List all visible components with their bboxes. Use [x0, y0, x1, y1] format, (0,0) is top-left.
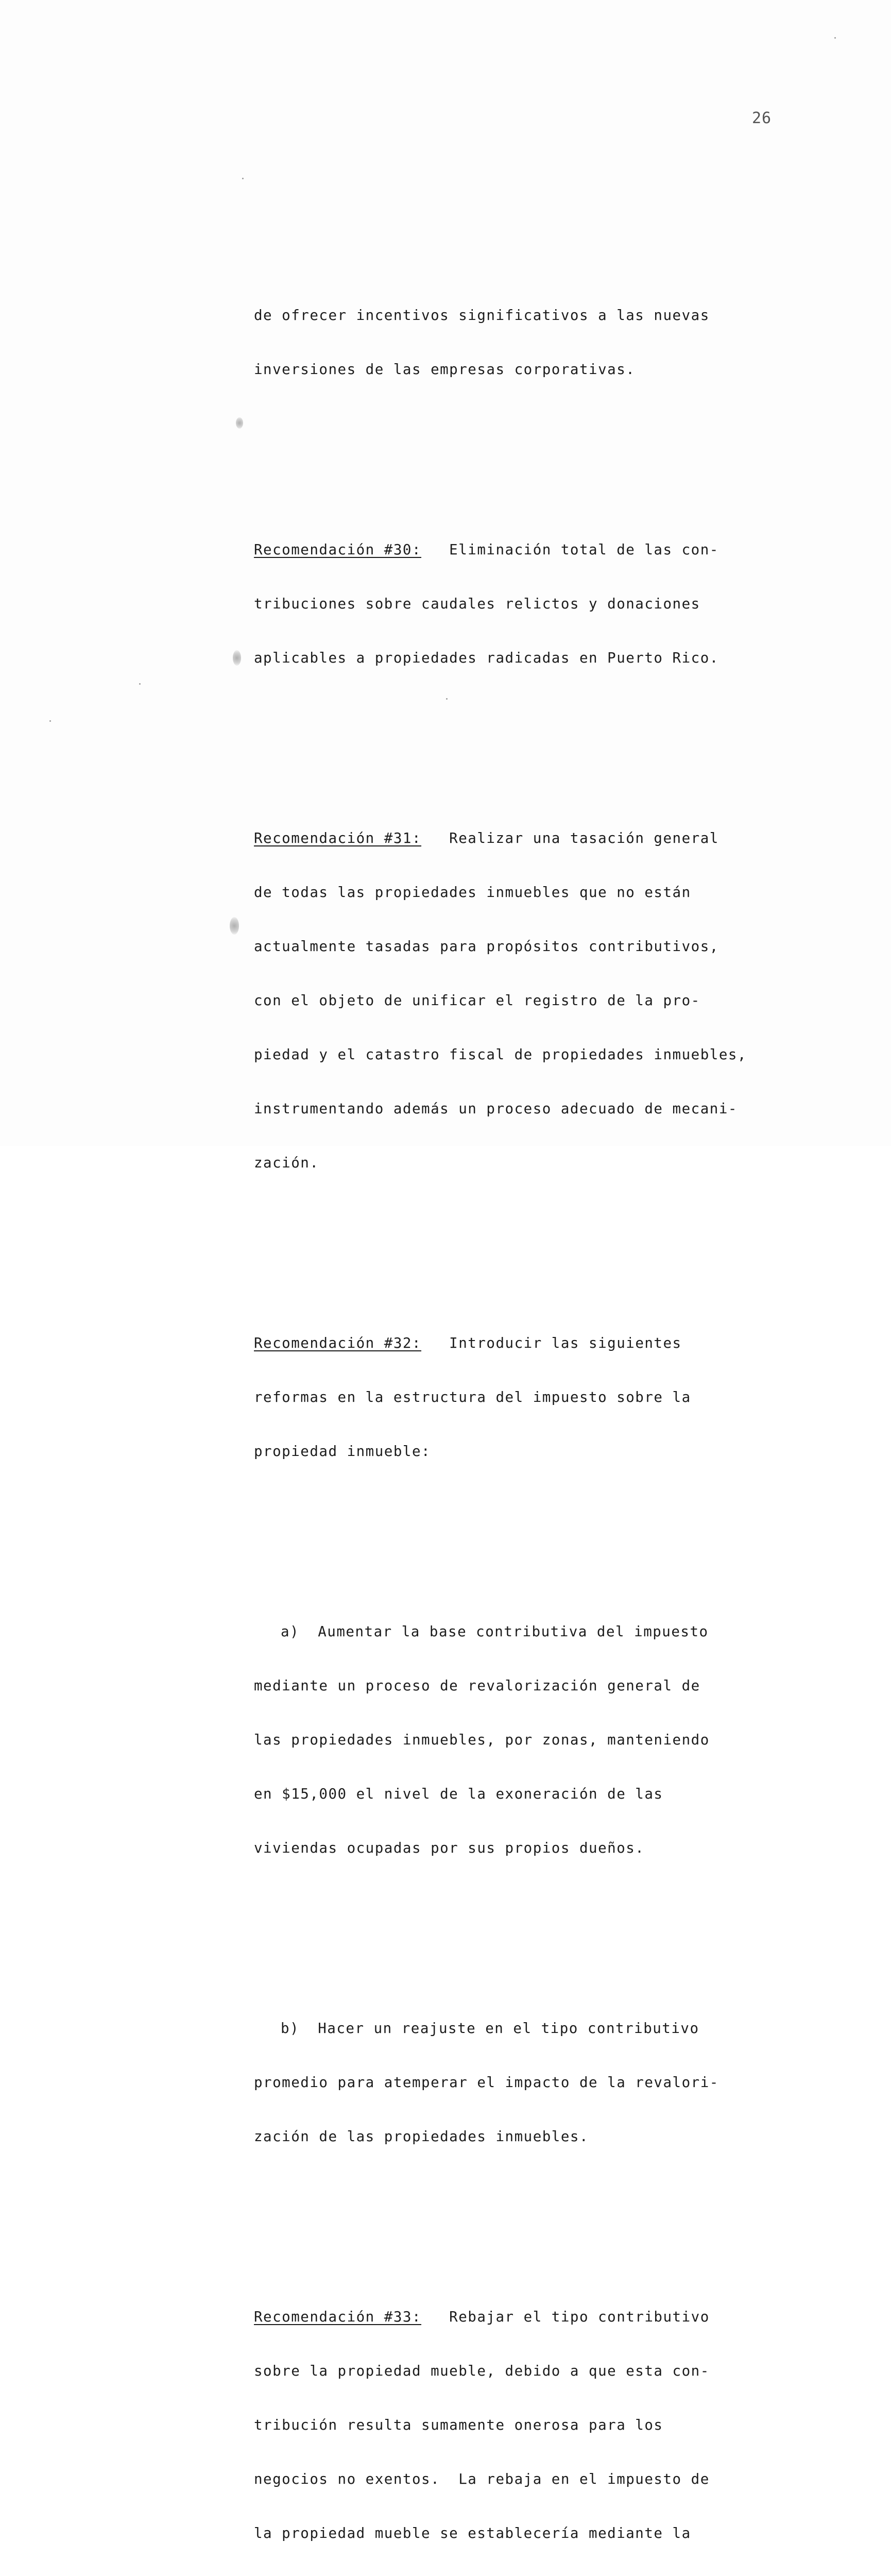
recommendation-32: [254, 1298, 769, 1497]
text-line: negocios no exentos. La rebaja en el impuesto de: [254, 2471, 710, 2487]
text-line: a) Aumentar la base contributiva del impuesto: [281, 1623, 709, 1640]
text-line: zación de las propiedades inmuebles.: [254, 2128, 589, 2145]
text-line: viviendas ocupadas por sus propios dueños.: [254, 1840, 645, 1856]
text-run: Eliminación total de las con-: [421, 541, 719, 558]
recommendation-32-item-a: [254, 1587, 769, 1893]
text-line: b) Hacer un reajuste en el tipo contributivo: [281, 2020, 699, 2037]
scan-speck: [233, 650, 241, 666]
text-run: Rebajar el tipo contributivo: [421, 2309, 710, 2325]
continuation-paragraph: [254, 270, 769, 415]
scan-dot: [242, 178, 244, 179]
scan-speck: [236, 417, 243, 429]
text-line: aplicables a propiedades radicadas en Puerto Rico.: [254, 650, 719, 666]
text-line: tribuciones sobre caudales relictos y donaciones: [254, 596, 700, 612]
recommendation-30: [254, 505, 769, 703]
document-body: [254, 198, 769, 2576]
text-line: inversiones de las empresas corporativas.: [254, 361, 636, 378]
text-line: [254, 829, 769, 848]
text-line: reformas en la estructura del impuesto sobre la: [254, 1389, 691, 1405]
recommendation-31: [254, 793, 769, 1208]
scan-speck: [230, 917, 239, 935]
text-line: de ofrecer incentivos significativos a las nuevas: [254, 307, 710, 324]
text-line: [254, 1334, 769, 1352]
text-run: Introducir las siguientes: [421, 1335, 682, 1351]
text-line: [254, 541, 769, 559]
text-line: instrumentando además un proceso adecuado de mecani-: [254, 1100, 738, 1117]
text-line: piedad y el catastro fiscal de propiedades inmuebles,: [254, 1046, 747, 1063]
text-line: mediante un proceso de revalorización general de: [254, 1677, 700, 1694]
text-line: [254, 2308, 769, 2326]
text-line: sobre la propiedad mueble, debido a que esta con-: [254, 2363, 710, 2379]
page-number: 26: [752, 109, 772, 127]
text-line: zación.: [254, 1155, 319, 1171]
text-line: tribución resulta sumamente onerosa para los: [254, 2417, 663, 2433]
scan-dot: [139, 683, 141, 685]
text-line: promedio para atemperar el impacto de la revalori-: [254, 2074, 719, 2091]
text-line: las propiedades inmuebles, por zonas, manteniendo: [254, 1732, 710, 1748]
scan-dot: [49, 720, 51, 722]
recommendation-label: Recomendación #33:: [254, 2309, 422, 2325]
text-line: en $15,000 el nivel de la exoneración de las: [254, 1786, 663, 1802]
text-line: de todas las propiedades inmuebles que no están: [254, 884, 691, 901]
text-line: la propiedad mueble se establecería mediante la: [254, 2525, 691, 2541]
recommendation-label: Recomendación #30:: [254, 541, 422, 558]
recommendation-label: Recomendación #32:: [254, 1335, 422, 1351]
scan-dot: [834, 37, 836, 39]
text-line: con el objeto de unificar el registro de la pro-: [254, 992, 700, 1009]
text-line: actualmente tasadas para propósitos contributivos,: [254, 938, 719, 955]
recommendation-33: [254, 2272, 769, 2576]
recommendation-label: Recomendación #31:: [254, 830, 422, 846]
recommendation-32-item-b: [254, 1984, 769, 2182]
text-line: propiedad inmueble:: [254, 1443, 431, 1460]
text-run: Realizar una tasación general: [421, 830, 719, 846]
